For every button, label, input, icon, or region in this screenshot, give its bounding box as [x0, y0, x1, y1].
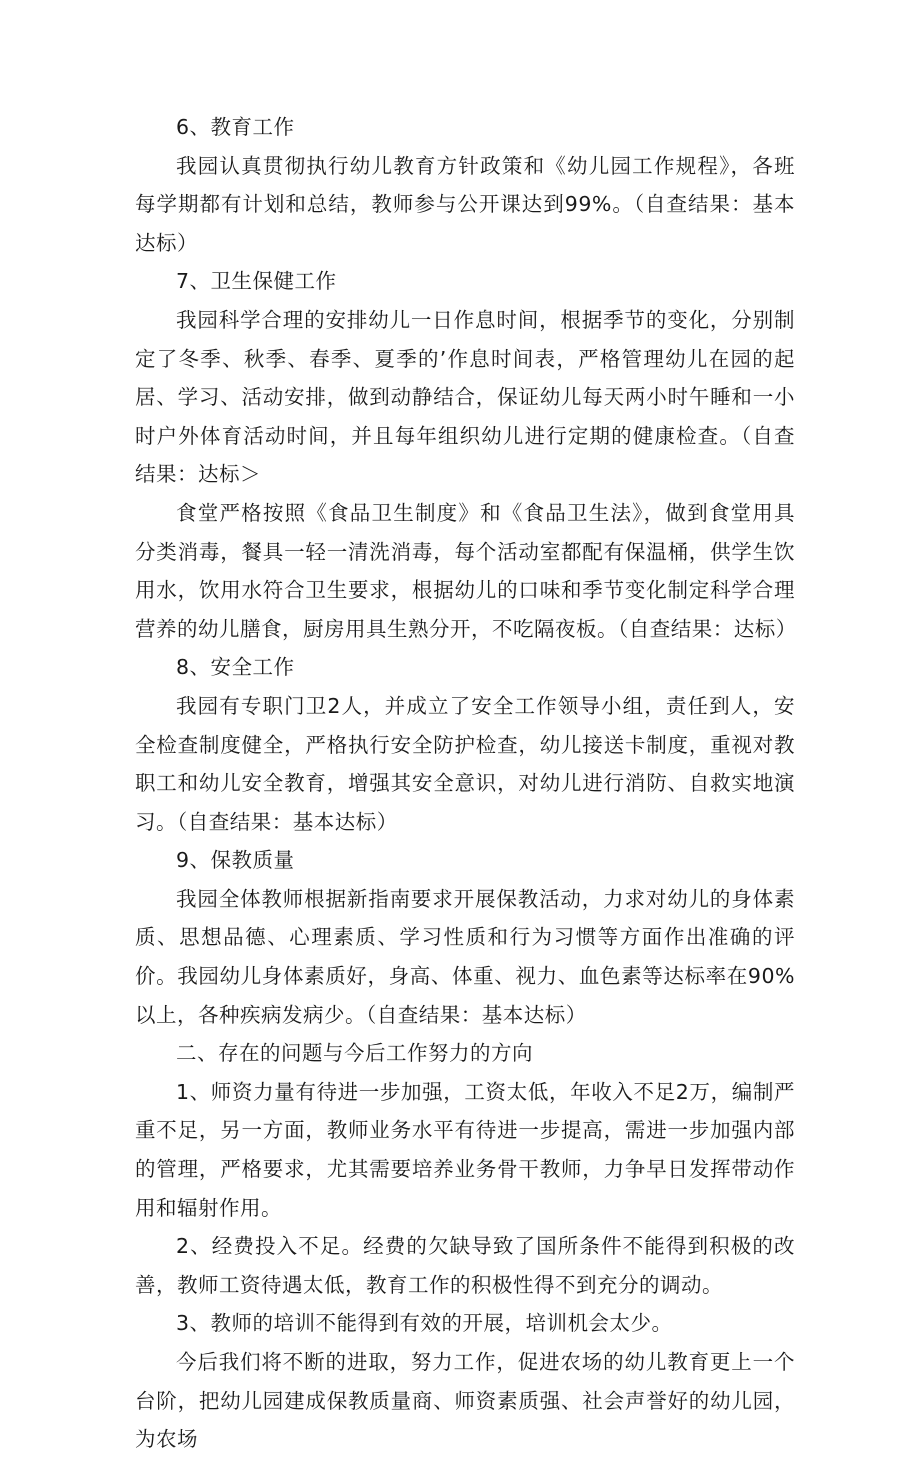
- paragraph-education: 我园认真贯彻执行幼儿教育方针政策和《幼儿园工作规程》，各班每学期都有计划和总结，教师参与公开课达到99%。（自查结果：基本达标）: [135, 153, 795, 255]
- paragraph-quality: 我园全体教师根据新指南要求开展保教活动，力求对幼儿的身体素质、思想品德、心理素质、学习性质和行为习惯等方面作出准确的评价。我园幼儿身体素质好，身高、体重、视力、血色素等达标率在90%以上，各种疾病发病少。（自查结果：基本达标）: [135, 886, 795, 1027]
- paragraph-health-schedule: 我园科学合理的安排幼儿一日作息时间，根据季节的变化，分别制定了冬季、秋季、春季、夏季的’作息时间表，严格管理幼儿在园的起居、学习、活动安排，做到动静结合，保证幼儿每天两小时午睡和一小时户外体育活动时间，并且每年组织幼儿进行定期的健康检查。（自查结果：达标＞: [135, 307, 795, 487]
- section-heading-health: 7、卫生保健工作: [176, 269, 337, 294]
- document-body: [135, 108, 795, 1459]
- paragraph-problem-2: 2、经费投入不足。经费的欠缺导致了国所条件不能得到积极的改善，教师工资待遇太低，教育工作的积极性得不到充分的调动。: [135, 1234, 795, 1297]
- paragraph-future: 今后我们将不断的进取，努力工作，促进农场的幼儿教育更上一个台阶，把幼儿园建成保教质量商、师资素质强、社会声誉好的幼儿园，为农场: [135, 1350, 795, 1452]
- section-heading-problems: 二、存在的问题与今后工作努力的方向: [176, 1041, 533, 1066]
- paragraph-problem-3: 3、教师的培训不能得到有效的开展，培训机会太少。: [176, 1311, 673, 1336]
- paragraph-problem-1: 1、师资力量有待进一步加强，工资太低，年收入不足2万，编制严重不足，另一方面，教师业务水平有待进一步提高，需进一步加强内部的管理，严格要求，尤其需要培养业务骨干教师，力争早日发挥带动作用和辐射作用。: [135, 1079, 795, 1220]
- section-heading-quality: 9、保教质量: [176, 848, 295, 873]
- section-heading-safety: 8、安全工作: [176, 655, 295, 680]
- section-heading-education: 6、教育工作: [176, 115, 295, 139]
- paragraph-safety: 我园有专职门卫2人，并成立了安全工作领导小组，责任到人，安全检查制度健全，严格执行安全防护检查，幼儿接送卡制度，重视对教职工和幼儿安全教育，增强其安全意识，对幼儿进行消防、自救实地演习。（自查结果：基本达标）: [135, 693, 795, 834]
- paragraph-canteen: 食堂严格按照《食品卫生制度》和《食品卫生法》，做到食堂用具分类消毒，餐具一轻一清洗消毒，每个活动室都配有保温桶，供学生饮用水，饮用水符合卫生要求，根据幼儿的口味和季节变化制定科学合理营养的幼儿膳食，厨房用具生熟分开，不吃隔夜板。（自查结果：达标）: [135, 500, 797, 641]
